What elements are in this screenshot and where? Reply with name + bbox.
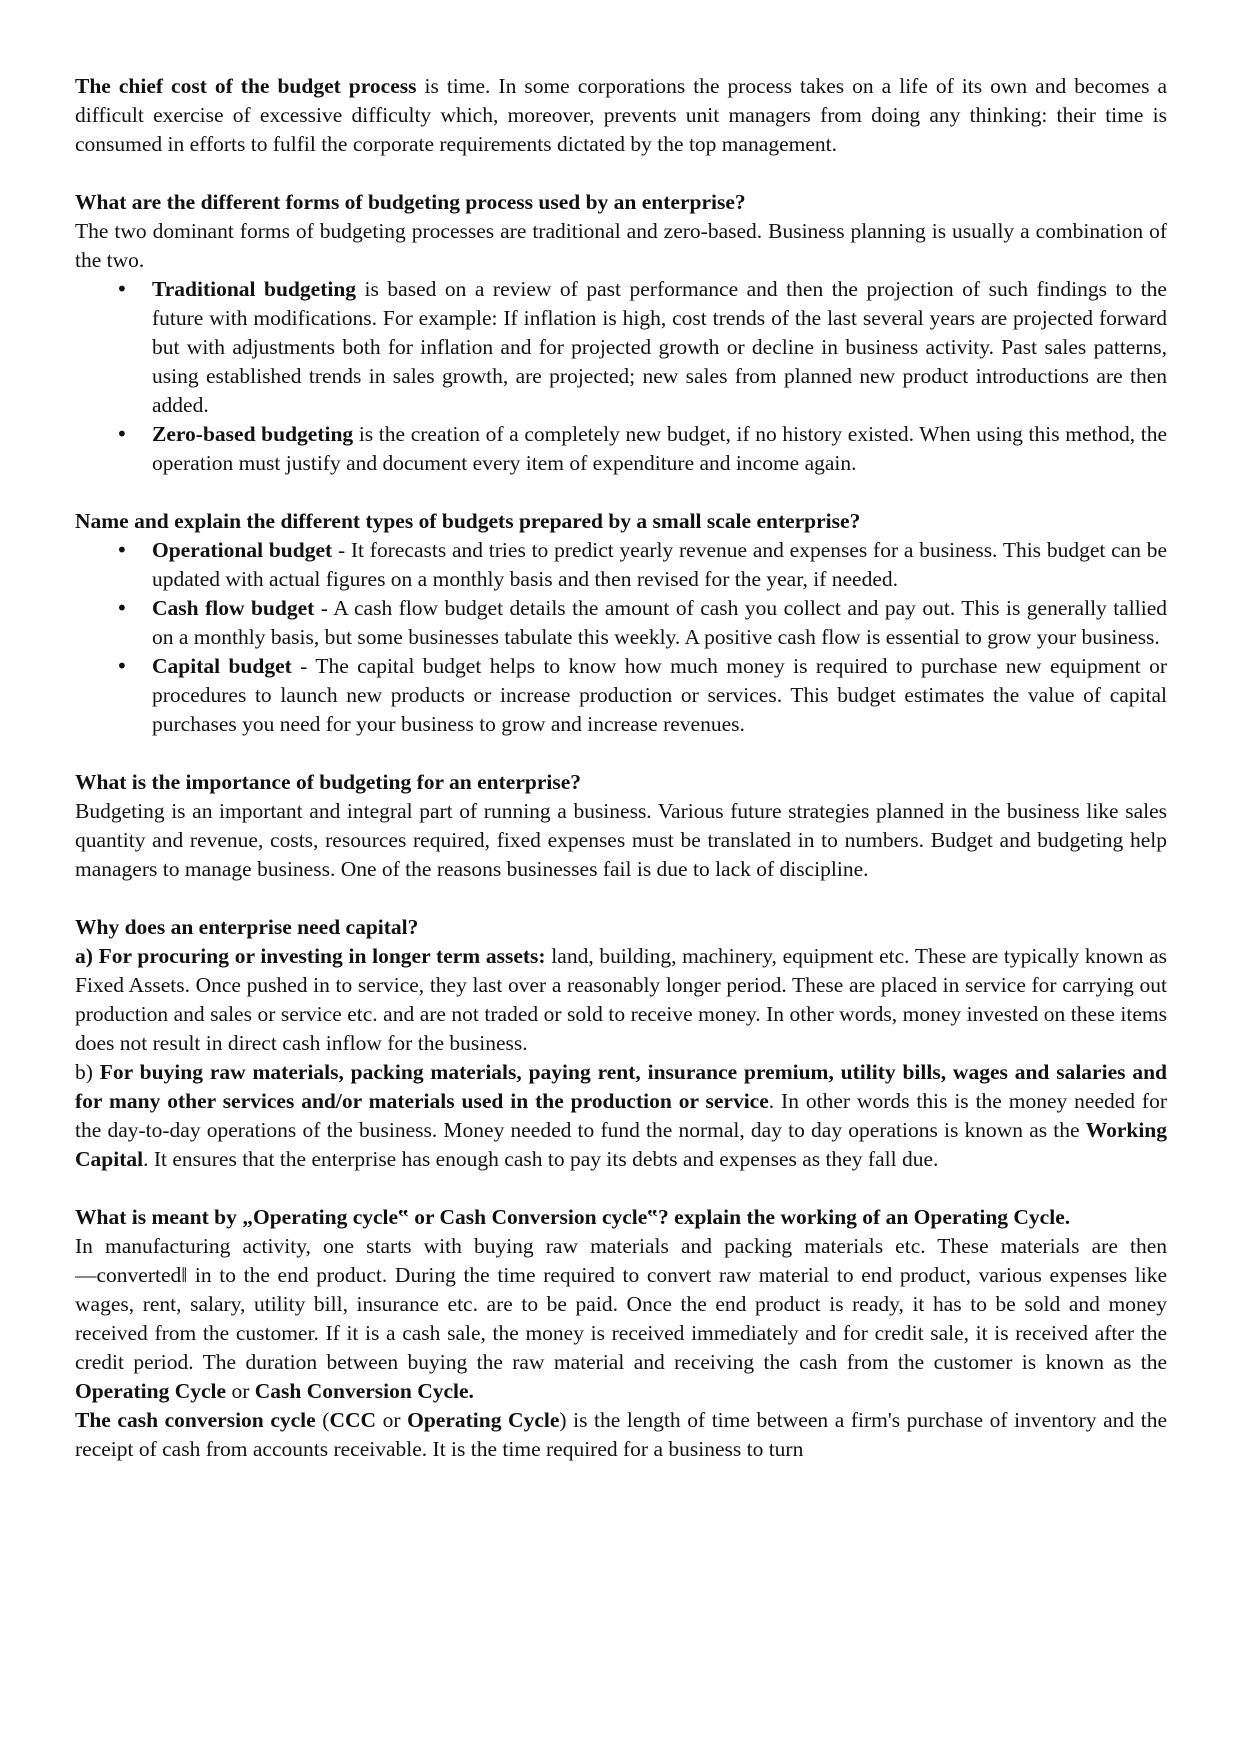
- importance-question: What is the importance of budgeting for an enterprise?: [75, 770, 582, 794]
- types-list: [75, 536, 1167, 739]
- capital-question: Why does an enterprise need capital?: [75, 915, 419, 939]
- ccc-alt: Operating Cycle: [407, 1408, 560, 1432]
- ccc-paragraph: [75, 1406, 1167, 1464]
- list-item-text: - The capital budget helps to know how much money is required to purchase new equipment or procedures to launch new products or increase production or services. This budget estimates the value of capital purchases you need for your business to grow and increase revenues.: [152, 654, 1167, 736]
- intro-paragraph: [75, 72, 1167, 159]
- cash-conversion-cycle-term: Cash Conversion Cycle.: [254, 1379, 474, 1403]
- forms-list: [75, 275, 1167, 478]
- types-question: Name and explain the different types of budgets prepared by a small scale enterprise?: [75, 509, 861, 533]
- list-item-term: Capital budget: [152, 654, 292, 678]
- capital-b-text: . In other words this is the money needed for the day-to-day operations of the business. Money needed to fund the normal, day to day operations is known as the: [75, 1089, 1167, 1142]
- working-capital-term: Working Capital: [75, 1118, 1167, 1171]
- ccc-paren-open: (: [315, 1408, 330, 1432]
- capital-a-label: a) For procuring or investing in longer term assets:: [75, 944, 546, 968]
- list-item: [75, 652, 1167, 739]
- capital-a-text: land, building, machinery, equipment etc. These are typically known as Fixed Assets. Once pushed in to service, they last over a reasonably longer period. These are placed in service for carrying out production and sales or service etc. and are not traded or sold to receive money. In other words, money invested on these items does not result in direct cash inflow for the business.: [75, 944, 1167, 1055]
- list-item: [75, 420, 1167, 478]
- list-item-term: Traditional budgeting: [152, 277, 357, 301]
- ccc-or: or: [376, 1408, 408, 1432]
- forms-text: The two dominant forms of budgeting processes are traditional and zero-based. Business planning is usually a combination of the two.: [75, 219, 1167, 272]
- ccc-term: The cash conversion cycle: [75, 1408, 316, 1432]
- importance-text: Budgeting is an important and integral part of running a business. Various future strategies planned in the business like sales quantity and revenue, costs, resources required, fixed expenses must be translated in to numbers. Budget and budgeting help managers to manage business. One of the reasons businesses fail is due to lack of discipline.: [75, 799, 1167, 881]
- list-item-text: is the creation of a completely new budget, if no history existed. When using this method, the operation must justify and document every item of expenditure and income again.: [152, 422, 1167, 475]
- cycle-text: [75, 1232, 1167, 1406]
- capital-point-b: [75, 1058, 1167, 1174]
- list-item: [75, 594, 1167, 652]
- capital-b-text2: . It ensures that the enterprise has enough cash to pay its debts and expenses as they fall due.: [143, 1147, 939, 1171]
- list-item-text: - It forecasts and tries to predict yearly revenue and expenses for a business. This budget can be updated with actual figures on a monthly basis and then revised for the year, if needed.: [152, 538, 1168, 591]
- forms-question: What are the different forms of budgeting process used by an enterprise?: [75, 190, 746, 214]
- cycle-text-body: In manufacturing activity, one starts with buying raw materials and packing materials etc. These materials are then ―converted‖ in to the end product. During the time required to convert raw material to end product, various expenses like wages, rent, salary, utility bill, insurance etc. are to be paid. Once the end product is ready, it has to be sold and money received from the customer. If it is a cash sale, the money is received immediately and for credit sale, it is received after the credit period. The duration between buying the raw material and receiving the cash from the customer is known as the: [75, 1234, 1167, 1374]
- list-item-term: Zero-based budgeting: [152, 422, 354, 446]
- capital-b-label: For buying raw materials, packing materials, paying rent, insurance premium, utility bills, wages and salaries and for many other services and/or materials used in the production or service: [75, 1060, 1167, 1113]
- list-item-term: Cash flow budget: [152, 596, 315, 620]
- ccc-abbr: CCC: [329, 1408, 377, 1432]
- list-item: [75, 536, 1167, 594]
- intro-lead: The chief cost of the budget process: [75, 74, 417, 98]
- cycle-question: What is meant by „Operating cycle‟ or Cash Conversion cycle‟? explain the working of an Operating Cycle.: [75, 1205, 1071, 1229]
- cycle-or: or: [226, 1379, 255, 1403]
- list-item: [75, 275, 1167, 420]
- list-item-term: Operational budget: [152, 538, 333, 562]
- ccc-text: ) is the length of time between a firm's purchase of inventory and the receipt of cash from accounts receivable. It is the time required for a business to turn: [75, 1408, 1167, 1461]
- list-item-text: is based on a review of past performance and then the projection of such findings to the future with modifications. For example: If inflation is high, cost trends of the last several years are projected forward but with adjustments both for inflation and for projected growth or decline in business activity. Past sales patterns, using established trends in sales growth, are projected; new sales from planned new product introductions are then added.: [152, 277, 1167, 417]
- capital-b-prefix: b): [75, 1060, 100, 1084]
- capital-point-a: [75, 942, 1167, 1058]
- list-item-text: - A cash flow budget details the amount of cash you collect and pay out. This is generally tallied on a monthly basis, but some businesses tabulate this weekly. A positive cash flow is essential to grow your business.: [152, 596, 1167, 649]
- operating-cycle-term: Operating Cycle: [75, 1379, 227, 1403]
- intro-text: is time. In some corporations the process takes on a life of its own and becomes a difficult exercise of excessive difficulty which, moreover, prevents unit managers from doing any thinking: their time is consumed in efforts to fulfil the corporate requirements dictated by the top management.: [75, 74, 1167, 156]
